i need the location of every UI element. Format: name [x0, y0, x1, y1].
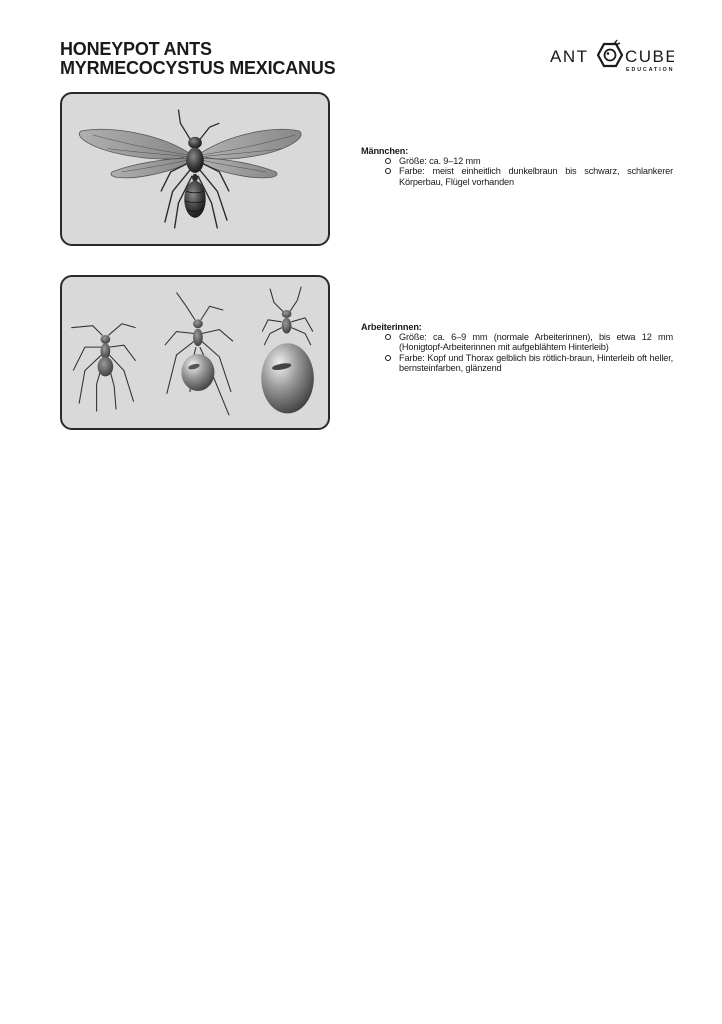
list-item: Farbe: Kopf und Thorax gelblich bis rötlich-braun, Hinterleib oft heller, bernsteinfarben, glänzend	[399, 352, 673, 373]
male-details-list	[361, 156, 673, 187]
title-line-1: HONEYPOT ANTS	[60, 39, 212, 59]
logo-word-right: CUBE	[625, 47, 674, 66]
info-male	[361, 146, 673, 187]
workers-details-list	[361, 332, 673, 373]
worker-ants-honeypot-icon	[62, 277, 328, 428]
section-heading-male: Männchen:	[361, 146, 409, 156]
list-item: Größe: ca. 9–12 mm	[399, 156, 673, 166]
section-heading-workers: Arbeiterinnen:	[361, 322, 422, 332]
image-card-male	[60, 92, 330, 246]
logo-tagline: EDUCATION	[626, 67, 674, 72]
title-line-2: MYRMECOCYSTUS MEXICANUS	[60, 58, 336, 78]
list-item: Farbe: meist einheitlich dunkelbraun bis schwarz, schlankerer Körperbau, Flügel vorhanden	[399, 166, 673, 187]
hexagon-ant-logo-icon	[598, 40, 622, 66]
info-workers	[361, 322, 673, 373]
list-item: Größe: ca. 6–9 mm (normale Arbeiterinnen), bis etwa 12 mm (Honigtopf-Arbeiterinnen mit aufgeblähtem Hinterleib)	[399, 332, 673, 353]
image-card-workers	[60, 275, 330, 430]
antcube-logo	[548, 38, 674, 72]
page-title	[60, 40, 335, 78]
logo-word-left: ANT	[550, 47, 589, 66]
winged-male-ant-icon	[62, 94, 328, 244]
